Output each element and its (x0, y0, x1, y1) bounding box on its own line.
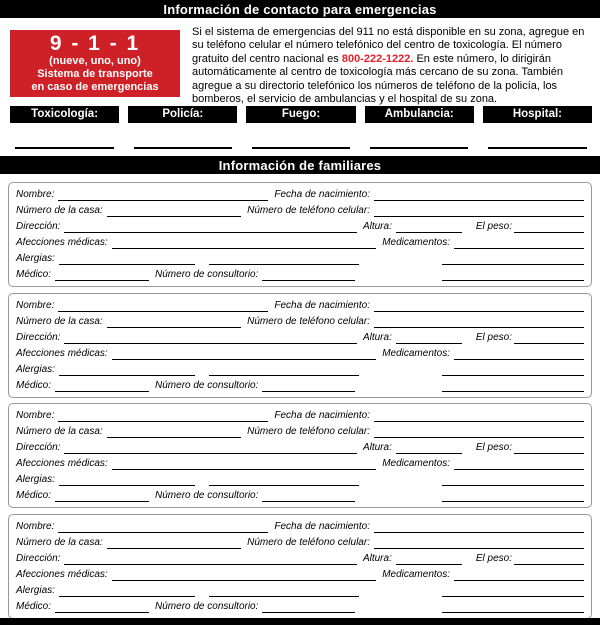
numero-casa-field-line[interactable] (107, 537, 241, 549)
numero-casa-field-line[interactable] (107, 205, 241, 217)
medico-field-line[interactable] (55, 269, 149, 281)
family-member-section-3 (8, 403, 592, 508)
contact-label-toxicologia: Toxicología: (10, 106, 119, 123)
altura-field-line[interactable] (396, 221, 462, 233)
medicamentos-extra-line-2[interactable] (442, 269, 584, 281)
medico-field-line[interactable] (55, 601, 149, 613)
poison-control-phone-number: 800-222-1222. (341, 52, 414, 65)
alergias-label: Alergias: (16, 584, 55, 596)
row-alergias (16, 364, 584, 376)
row-telefonos (16, 426, 584, 438)
family-member-section-2 (8, 293, 592, 398)
direccion-label: Dirección: (16, 552, 61, 564)
medicamentos-label: Medicamentos: (382, 458, 450, 469)
contact-label-ambulancia: Ambulancia: (365, 106, 474, 123)
alergias-field-line-2[interactable] (209, 253, 359, 265)
badge-emergency-line: en caso de emergencias (31, 81, 159, 93)
row-medico (16, 269, 584, 281)
contact-field-hospital[interactable] (483, 132, 592, 149)
fecha-nacimiento-field-line[interactable] (374, 300, 584, 312)
contact-label-hospital: Hospital: (483, 106, 592, 123)
el-peso-label: El peso: (475, 331, 512, 343)
alergias-field-line-1[interactable] (59, 253, 195, 265)
alergias-field-line-1[interactable] (59, 585, 195, 597)
nombre-label: Nombre: (16, 189, 55, 200)
medicamentos-field-line[interactable] (454, 569, 584, 581)
el-peso-field-line[interactable] (514, 221, 584, 233)
instructions-after-phone: En este número, lo dirigirán automáticamente al centro de toxicología más cercano de su zona. También agregue a su directorio telefónico los números de teléfono de la policía, los bomberos, el servicio de ambulancias y el hospital de su zona. (192, 52, 563, 106)
numero-casa-label: Número de la casa: (16, 205, 103, 216)
medicamentos-label: Medicamentos: (382, 347, 450, 359)
medico-label: Médico: (16, 269, 52, 280)
el-peso-field-line[interactable] (514, 442, 584, 454)
medicamentos-extra-line-1[interactable] (442, 364, 584, 376)
contact-field-toxicologia[interactable] (10, 132, 119, 149)
nombre-field-line[interactable] (58, 521, 268, 533)
afecciones-medicas-label: Afecciones médicas: (16, 347, 108, 359)
family-member-section-1 (8, 182, 592, 287)
row-medico (16, 490, 584, 502)
alergias-field-line-2[interactable] (209, 474, 359, 486)
badge-911-words: (nueve, uno, uno) (49, 55, 141, 67)
badge-911-number: 9 - 1 - 1 (49, 32, 141, 55)
row-direccion (16, 332, 584, 344)
medico-label: Médico: (16, 600, 52, 612)
afecciones-medicas-label: Afecciones médicas: (16, 237, 108, 248)
el-peso-label: El peso: (475, 442, 512, 453)
instructions-before-phone: Si el sistema de emergencias del 911 no está disponible en su zona, agregue en su teléfono celular el número telefónico del centro de toxicología. El número gratuito del centro nacional es (192, 26, 585, 65)
contact-field-policia[interactable] (128, 132, 237, 149)
altura-label: Altura: (362, 331, 392, 343)
el-peso-field-line[interactable] (514, 553, 584, 565)
medicamentos-label: Medicamentos: (382, 568, 450, 580)
direccion-label: Dirección: (16, 221, 61, 232)
badge-transport-line: Sistema de transporte (37, 68, 153, 80)
direccion-label: Dirección: (16, 331, 61, 343)
numero-consultorio-field-line[interactable] (262, 490, 355, 502)
alergias-field-line-2[interactable] (209, 585, 359, 597)
row-medico (16, 380, 584, 392)
nombre-label: Nombre: (16, 410, 55, 421)
medicamentos-extra-line-2[interactable] (442, 490, 584, 502)
numero-consultorio-label: Número de consultorio: (155, 600, 259, 612)
contact-write-in-row (10, 132, 592, 149)
medicamentos-field-line[interactable] (454, 458, 584, 470)
alergias-field-line-1[interactable] (59, 474, 195, 486)
numero-consultorio-field-line[interactable] (262, 269, 355, 281)
row-afecciones (16, 237, 584, 249)
row-afecciones (16, 458, 584, 470)
nombre-field-line[interactable] (58, 189, 268, 201)
medicamentos-extra-line-2[interactable] (442, 601, 584, 613)
numero-casa-label: Número de la casa: (16, 426, 103, 437)
row-telefonos (16, 537, 584, 549)
row-nombre-fecha (16, 300, 584, 312)
emergencies-header-bar (0, 0, 600, 18)
numero-casa-field-line[interactable] (107, 316, 241, 328)
fecha-nacimiento-field-line[interactable] (374, 189, 584, 201)
altura-field-line[interactable] (396, 553, 462, 565)
direccion-label: Dirección: (16, 442, 61, 453)
row-nombre-fecha (16, 189, 584, 201)
afecciones-medicas-field-line[interactable] (112, 348, 376, 360)
row-nombre-fecha (16, 521, 584, 533)
medicamentos-field-line[interactable] (454, 348, 584, 360)
nombre-field-line[interactable] (58, 300, 268, 312)
fecha-nacimiento-label: Fecha de nacimiento: (274, 299, 370, 311)
numero-consultorio-field-line[interactable] (262, 601, 355, 613)
altura-label: Altura: (362, 442, 392, 453)
medicamentos-label: Medicamentos: (382, 237, 450, 248)
direccion-field-line[interactable] (64, 553, 356, 565)
contact-field-fuego[interactable] (246, 132, 355, 149)
numero-casa-label: Número de la casa: (16, 315, 103, 327)
numero-consultorio-label: Número de consultorio: (155, 490, 259, 501)
emergency-911-badge (10, 30, 180, 97)
medicamentos-extra-line-2[interactable] (442, 380, 584, 392)
nombre-label: Nombre: (16, 520, 55, 532)
fecha-nacimiento-label: Fecha de nacimiento: (274, 520, 370, 532)
medico-field-line[interactable] (55, 490, 149, 502)
row-alergias (16, 253, 584, 265)
telefono-celular-field-line[interactable] (374, 537, 584, 549)
emergency-instructions-text (192, 26, 592, 106)
el-peso-field-line[interactable] (514, 332, 584, 344)
altura-field-line[interactable] (396, 332, 462, 344)
family-info-header-title: Información de familiares (218, 157, 382, 173)
afecciones-medicas-field-line[interactable] (112, 237, 376, 249)
row-alergias (16, 585, 584, 597)
telefono-celular-label: Número de teléfono celular: (247, 315, 370, 327)
numero-consultorio-label: Número de consultorio: (155, 379, 259, 391)
afecciones-medicas-field-line[interactable] (112, 458, 376, 470)
row-nombre-fecha (16, 410, 584, 422)
fecha-nacimiento-label: Fecha de nacimiento: (274, 189, 370, 200)
emergency-info-row (10, 26, 592, 106)
fecha-nacimiento-field-line[interactable] (374, 521, 584, 533)
row-telefonos (16, 316, 584, 328)
medicamentos-extra-line-1[interactable] (442, 585, 584, 597)
medicamentos-extra-line-1[interactable] (442, 253, 584, 265)
family-member-section-4 (8, 514, 592, 619)
row-medico (16, 601, 584, 613)
row-alergias (16, 474, 584, 486)
medicamentos-field-line[interactable] (454, 237, 584, 249)
alergias-label: Alergias: (16, 474, 55, 485)
contact-field-ambulancia[interactable] (365, 132, 474, 149)
altura-label: Altura: (362, 221, 392, 232)
contact-labels-row (10, 106, 592, 123)
afecciones-medicas-label: Afecciones médicas: (16, 568, 108, 580)
medico-label: Médico: (16, 490, 52, 501)
numero-casa-field-line[interactable] (107, 426, 241, 438)
nombre-label: Nombre: (16, 299, 55, 311)
medicamentos-extra-line-1[interactable] (442, 474, 584, 486)
row-direccion (16, 442, 584, 454)
contact-label-policia: Policía: (128, 106, 237, 123)
direccion-field-line[interactable] (64, 442, 356, 454)
emergencies-header-title: Información de contacto para emergencias (163, 1, 437, 17)
row-afecciones (16, 569, 584, 581)
telefono-celular-field-line[interactable] (374, 316, 584, 328)
bottom-black-strip (0, 618, 600, 625)
row-telefonos (16, 205, 584, 217)
numero-consultorio-label: Número de consultorio: (155, 269, 259, 280)
numero-casa-label: Número de la casa: (16, 536, 103, 548)
family-sections (8, 182, 592, 619)
altura-field-line[interactable] (396, 442, 462, 454)
alergias-field-line-1[interactable] (59, 364, 195, 376)
numero-consultorio-field-line[interactable] (262, 380, 355, 392)
alergias-label: Alergias: (16, 363, 55, 375)
telefono-celular-label: Número de teléfono celular: (247, 426, 370, 437)
afecciones-medicas-label: Afecciones médicas: (16, 458, 108, 469)
telefono-celular-field-line[interactable] (374, 205, 584, 217)
telefono-celular-label: Número de teléfono celular: (247, 205, 370, 216)
afecciones-medicas-field-line[interactable] (112, 569, 376, 581)
el-peso-label: El peso: (475, 221, 512, 232)
el-peso-label: El peso: (475, 552, 512, 564)
medico-label: Médico: (16, 379, 52, 391)
row-afecciones (16, 348, 584, 360)
telefono-celular-label: Número de teléfono celular: (247, 536, 370, 548)
medico-field-line[interactable] (55, 380, 149, 392)
fecha-nacimiento-field-line[interactable] (374, 410, 584, 422)
nombre-field-line[interactable] (58, 410, 268, 422)
row-direccion (16, 553, 584, 565)
family-info-header-bar (0, 156, 600, 174)
direccion-field-line[interactable] (64, 221, 356, 233)
altura-label: Altura: (362, 552, 392, 564)
alergias-field-line-2[interactable] (209, 364, 359, 376)
contact-label-fuego: Fuego: (246, 106, 355, 123)
row-direccion (16, 221, 584, 233)
telefono-celular-field-line[interactable] (374, 426, 584, 438)
alergias-label: Alergias: (16, 253, 55, 264)
direccion-field-line[interactable] (64, 332, 356, 344)
fecha-nacimiento-label: Fecha de nacimiento: (274, 410, 370, 421)
